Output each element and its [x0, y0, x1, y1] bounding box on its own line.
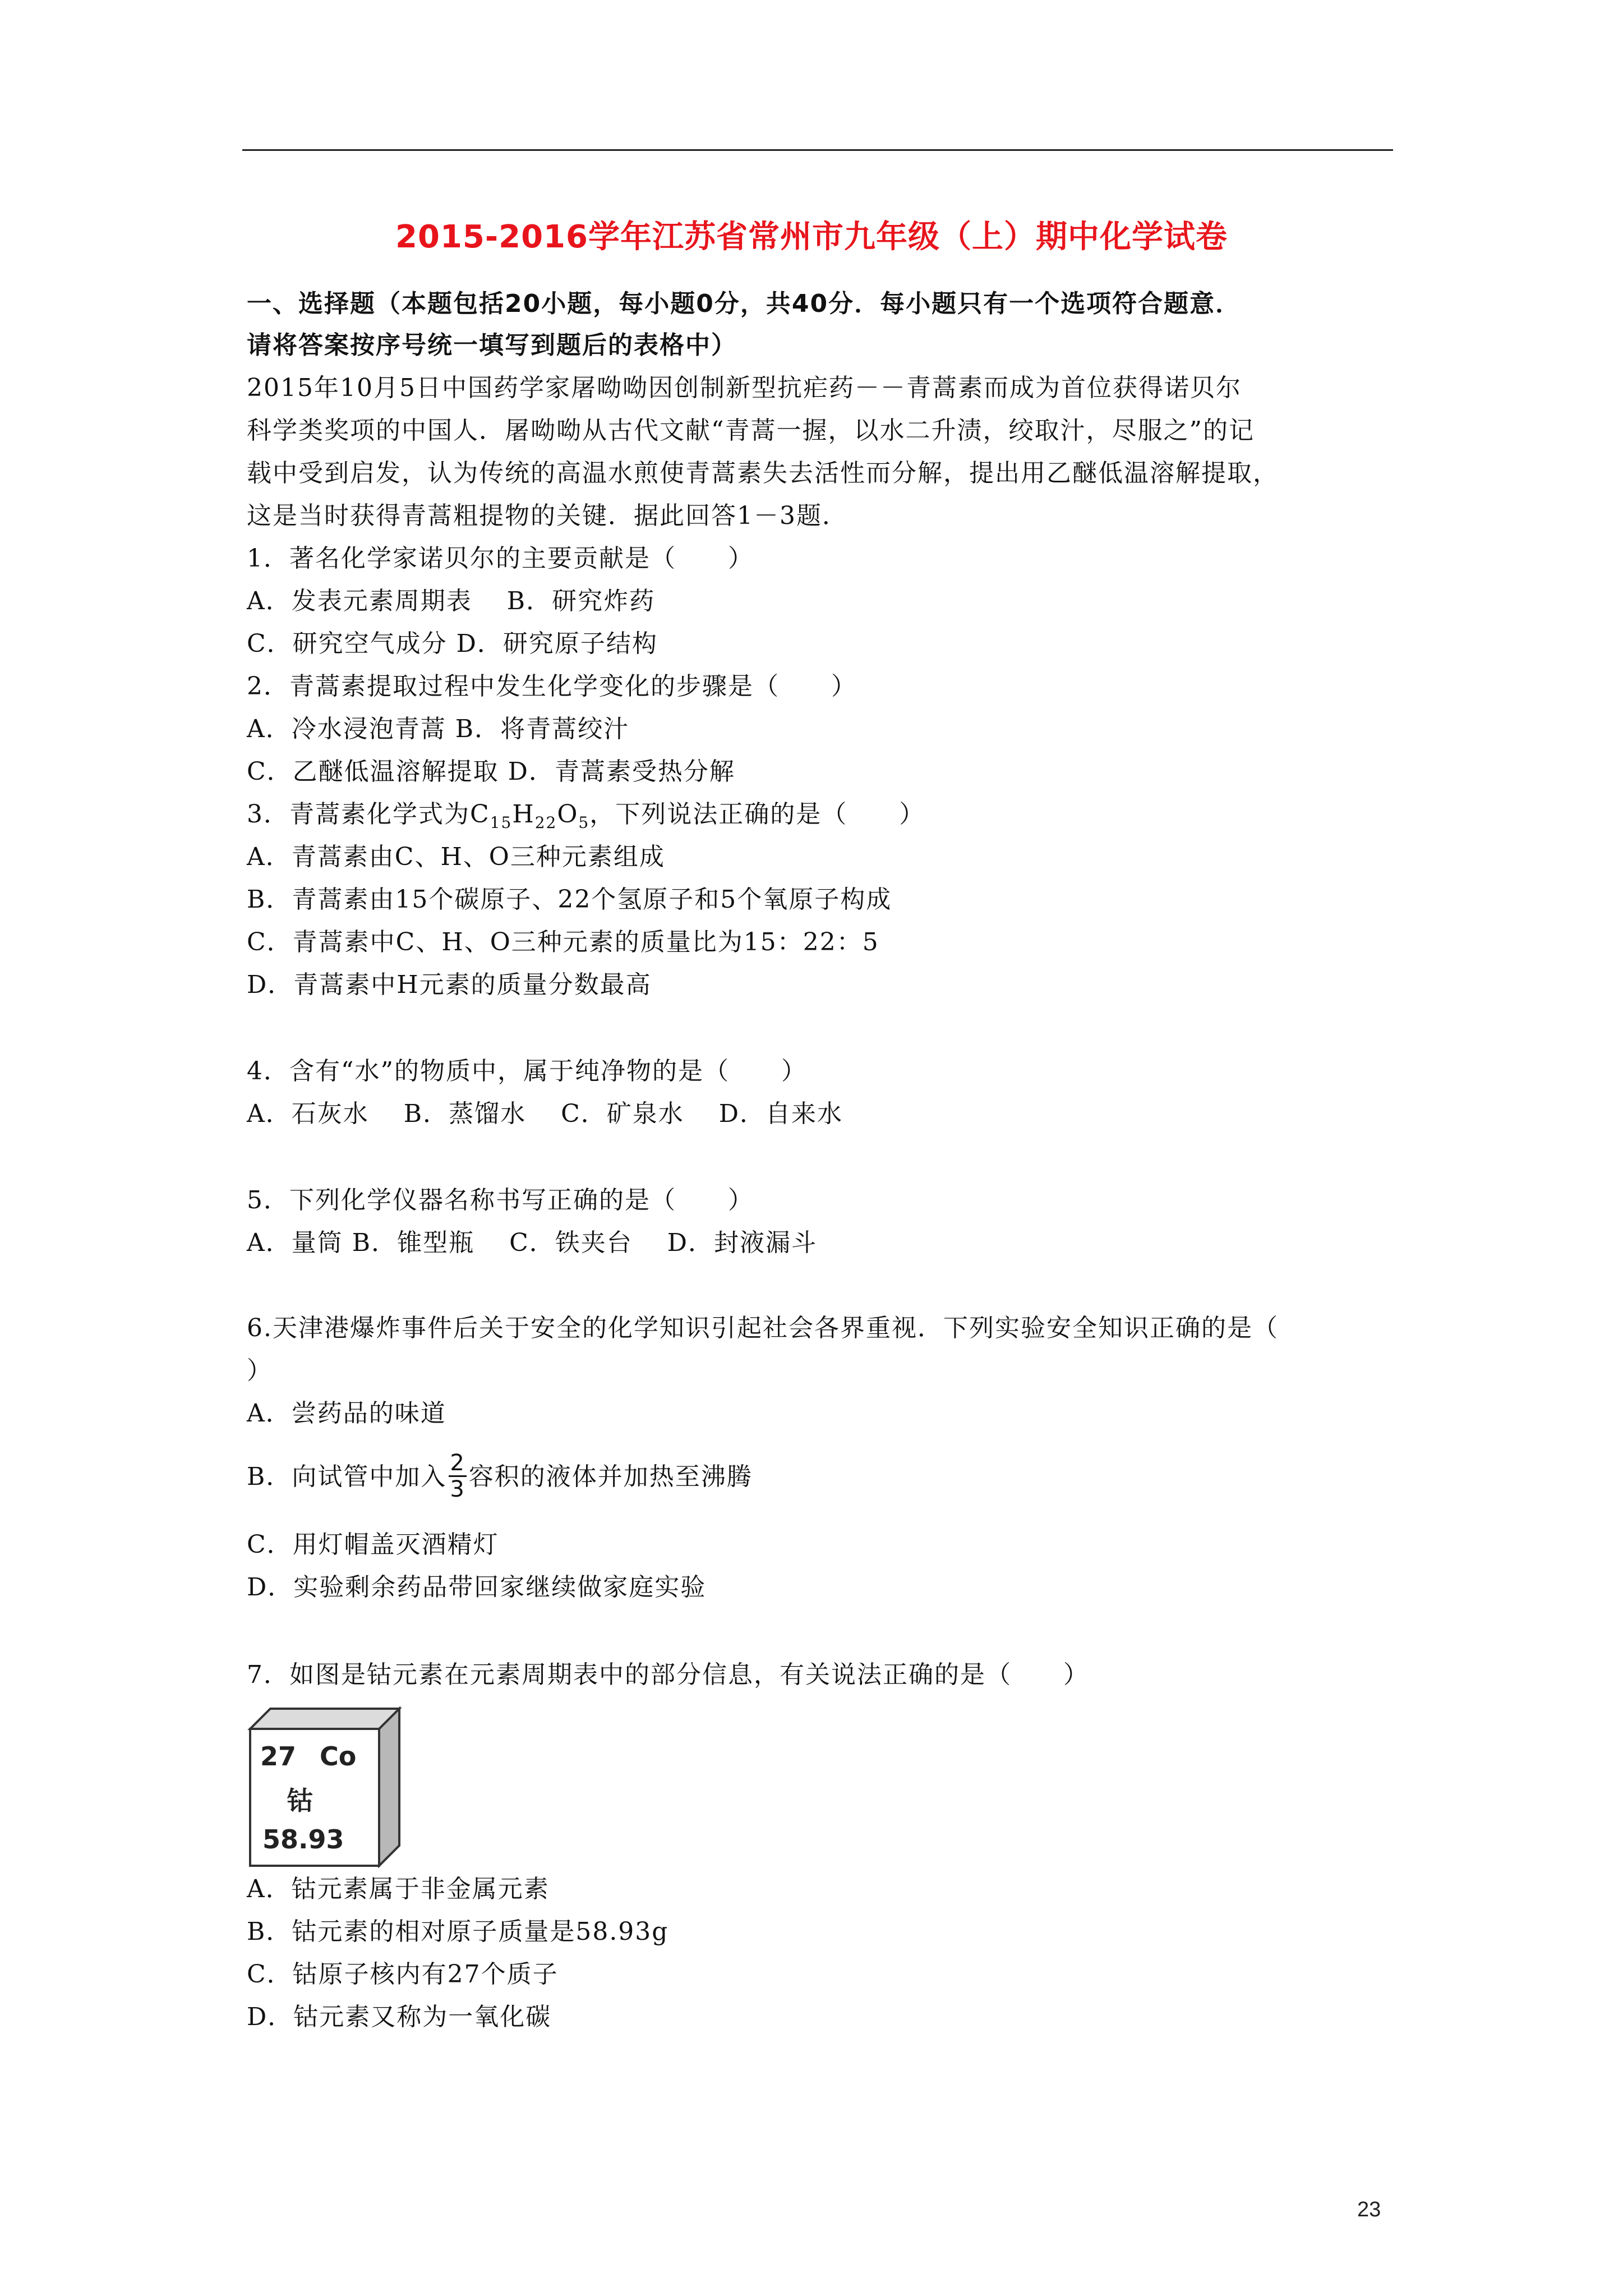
question-5-option: A．量筒 B．锥型瓶 C．铁夹台 D．封液漏斗	[247, 1228, 818, 1257]
question-7-option: C．钴原子核内有27个质子	[247, 1960, 559, 1989]
fraction: $\frac{2}{3}$	[450, 1450, 465, 1502]
section-heading-line1: 一、选择题（本题包括20小题，每小题0分，共40分．每小题只有一个选项符合题意．	[247, 289, 1242, 318]
atomic-mass: 58.93	[262, 1824, 344, 1855]
question-6-option: D．实验剩余药品带回家继续做家庭实验	[247, 1573, 707, 1602]
box-side-face	[379, 1709, 399, 1866]
question-6-option: C．用灯帽盖灭酒精灯	[247, 1530, 499, 1559]
question-1-option: C．研究空气成分 D．研究原子结构	[247, 629, 658, 658]
question-7-option: B．钴元素的相对原子质量是58.93g	[247, 1917, 669, 1946]
question-6-stem: 6.天津港爆炸事件后关于安全的化学知识引起社会各界重视．下列实验安全知识正确的是（	[247, 1314, 1279, 1342]
question-4-stem: 4．含有“水”的物质中，属于纯净物的是（ ）	[247, 1057, 807, 1085]
passage-line: 载中受到启发，认为传统的高温水煎使青蒿素失去活性而分解，提出用乙醚低温溶解提取，	[247, 459, 1279, 487]
page-number: 23	[1357, 2198, 1381, 2221]
question-2-option: C．乙醚低温溶解提取 D．青蒿素受热分解	[247, 757, 735, 786]
passage-line: 2015年10月5日中国药学家屠呦呦因创制新型抗疟药－－青蒿素而成为首位获得诺贝尔	[247, 374, 1242, 402]
question-6-option: A．尝药品的味道	[247, 1399, 446, 1428]
exam-title: 2015-2016学年江苏省常州市九年级（上）期中化学试卷	[395, 219, 1228, 255]
question-1-option: A．发表元素周期表 B．研究炸药	[247, 587, 656, 615]
question-6-option: B．向试管中加入 $\frac{2}{3}$ 容积的液体并加热至沸腾	[247, 1450, 753, 1502]
question-4-option: A．石灰水 B．蒸馏水 C．矿泉水 D．自来水	[247, 1099, 843, 1128]
question-2-stem: 2．青蒿素提取过程中发生化学变化的步骤是（ ）	[247, 672, 857, 701]
passage-line: 科学类奖项的中国人．屠呦呦从古代文献“青蒿一握，以水二升渍，绞取汁，尽服之”的记	[247, 416, 1255, 445]
atomic-number: 27	[260, 1741, 297, 1772]
passage-line: 这是当时获得青蒿粗提物的关键．据此回答1－3题．	[247, 501, 848, 530]
question-5-stem: 5．下列化学仪器名称书写正确的是（ ）	[247, 1186, 754, 1214]
element-name: 钴	[287, 1786, 313, 1816]
question-7-option: D．钴元素又称为一氧化碳	[247, 2003, 552, 2031]
question-7-option: A．钴元素属于非金属元素	[247, 1875, 550, 1903]
question-3-option: A．青蒿素由C、H、O三种元素组成	[247, 843, 665, 871]
question-2-option: A．冷水浸泡青蒿 B．将青蒿绞汁	[247, 715, 630, 743]
question-1-stem: 1．著名化学家诺贝尔的主要贡献是（ ）	[247, 544, 754, 573]
section-heading-line2: 请将答案按序号统一填写到题后的表格中）	[247, 331, 737, 360]
question-3-stem: 3．青蒿素化学式为$C_{15}H_{22}O_5$，下列说法正确的是（ ）	[247, 800, 925, 832]
periodic-table-cell-figure	[247, 1705, 404, 1868]
question-7-stem: 7．如图是钴元素在元素周期表中的部分信息，有关说法正确的是（ ）	[247, 1660, 1089, 1689]
header-rule	[242, 149, 1393, 151]
element-symbol: Co	[320, 1741, 357, 1772]
box-top-face	[250, 1709, 399, 1729]
question-6-stem-end: ）	[247, 1356, 273, 1385]
question-3-option: B．青蒿素由15个碳原子、22个氢原子和5个氧原子构成	[247, 885, 892, 914]
question-3-option: D．青蒿素中H元素的质量分数最高	[247, 970, 652, 999]
question-3-option: C．青蒿素中C、H、O三种元素的质量比为15：22：5	[247, 928, 879, 956]
